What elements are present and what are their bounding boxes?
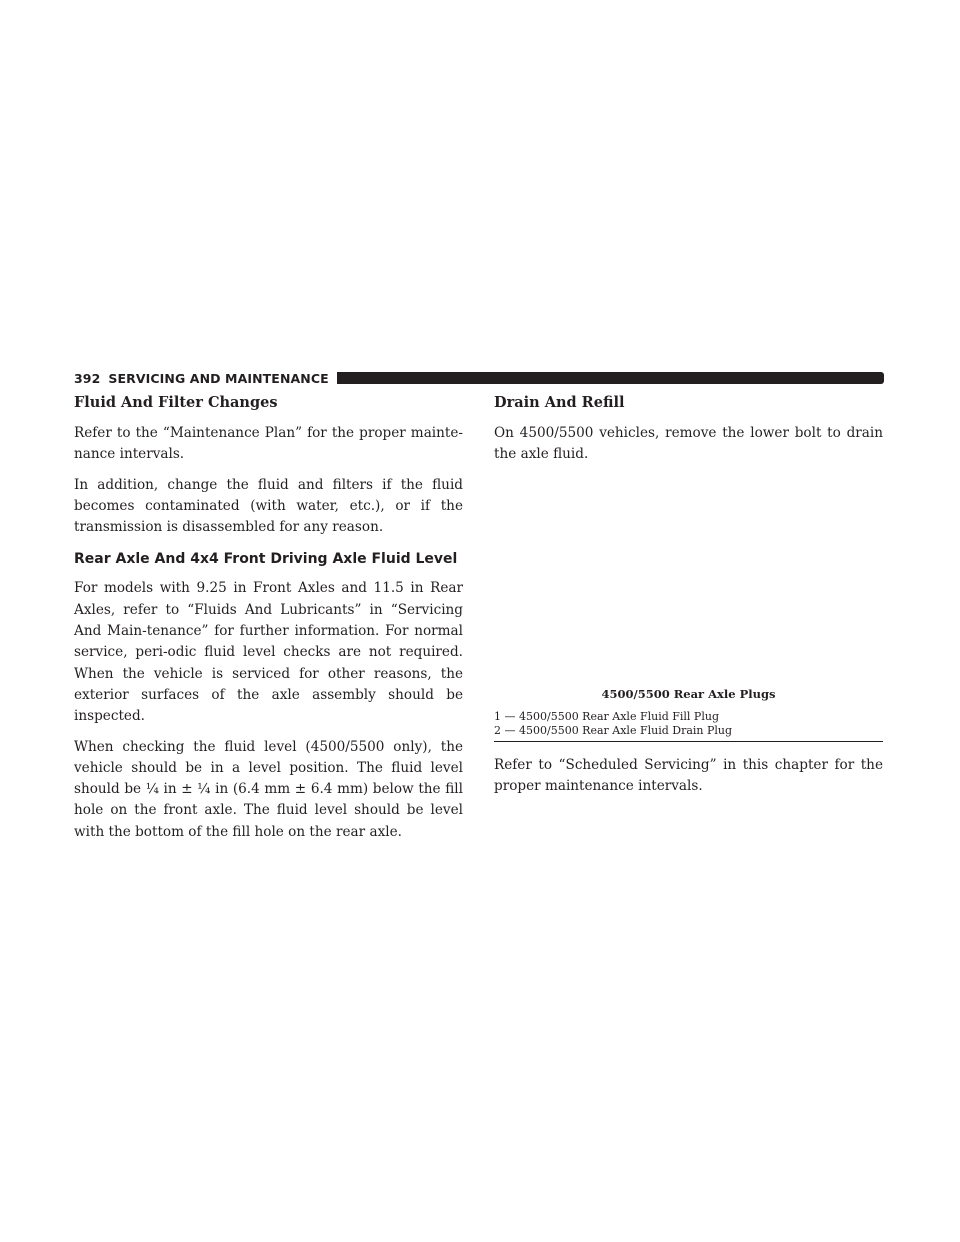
page-header [74,370,884,386]
figure-legend [494,710,883,738]
figure-caption-title: 4500/5500 Rear Axle Plugs [601,686,776,701]
figure-area [494,475,883,687]
legend-item-fill-plug: 1 — 4500/5500 Rear Axle Fluid Fill Plug [494,709,719,723]
heading-fluid-filter-changes: Fluid And Filter Changes [74,394,278,411]
right-column [494,394,883,806]
legend-item-drain-plug: 2 — 4500/5500 Rear Axle Fluid Drain Plug [494,723,733,737]
heading-axle-fluid-level: Rear Axle And 4x4 Front Driving Axle Fluid Level [74,551,458,568]
paragraph-axle-models: For models with 9.25 in Front Axles and 11.5 in Rear Axles, refer to “Fluids And Lubricants” in “Servicing And Main-tenance” for further information. For normal service, peri-odic fluid level checks are not required. When the vehicle is serviced for other reasons, the exterior surfaces of the axle assembly should be inspected. [74,580,463,725]
left-column [74,394,463,852]
header-bar [337,372,884,384]
paragraph-maintenance-plan: Refer to the “Maintenance Plan” for the proper mainte-nance intervals. [74,425,463,463]
paragraph-drain-instructions: On 4500/5500 vehicles, remove the lower bolt to drain the axle fluid. [494,425,883,463]
paragraph-scheduled-servicing: Refer to “Scheduled Servicing” in this chapter for the proper maintenance intervals. [494,756,883,794]
heading-drain-refill: Drain And Refill [494,394,625,411]
page-number: 392 [74,370,101,386]
paragraph-contaminated-fluid: In addition, change the fluid and filters if the fluid becomes contaminated (with water, etc.), or if the transmission is disassembled for any reason. [74,476,463,536]
figure-rule [494,741,883,742]
paragraph-checking-fluid-level: When checking the fluid level (4500/5500 only), the vehicle should be in a level position. The fluid level should be ¼ in ± ¼ in (6.4 mm ± 6.4 mm) below the fill hole on the front axle. The fluid level should be level with the bottom of the fill hole on the rear axle. [74,738,463,840]
section-title: SERVICING AND MAINTENANCE [108,370,329,386]
